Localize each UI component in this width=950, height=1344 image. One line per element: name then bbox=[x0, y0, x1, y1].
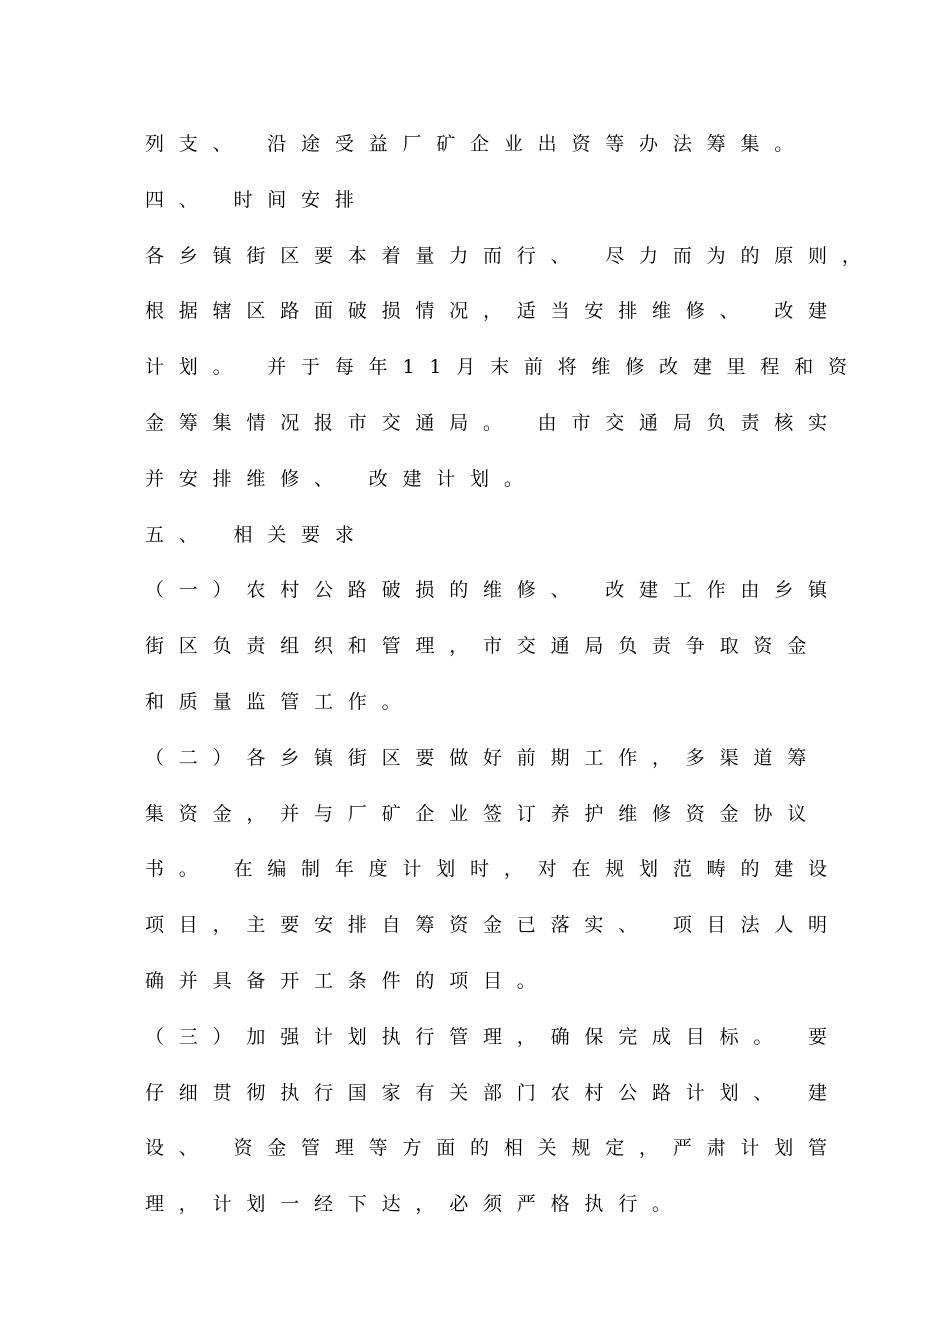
text-line-6: 金筹集情况报市交通局。 由市交通局负责核实 bbox=[145, 411, 842, 434]
text-line-4: 根据辖区路面破损情况，适当安排维修、 改建 bbox=[145, 300, 842, 323]
text-line-16: 确并具备开工条件的项目。 bbox=[145, 969, 551, 992]
text-line-12: （二）各乡镇街区要做好前期工作，多渠道筹 bbox=[145, 746, 822, 769]
text-line-5: 计划。 并于每年11月末前将维修改建里程和资 bbox=[145, 356, 862, 379]
text-line-11: 和质量监管工作。 bbox=[145, 690, 416, 713]
section-heading-time-schedule: 四、 时间安排 bbox=[145, 188, 369, 211]
text-line-14: 书。 在编制年度计划时，对在规划范畴的建设 bbox=[145, 858, 842, 881]
text-line-1: 列支、 沿途受益厂矿企业出资等办法筹集。 bbox=[145, 133, 809, 155]
text-line-19: 设、 资金管理等方面的相关规定，严肃计划管 bbox=[145, 1137, 842, 1160]
text-line-13: 集资金，并与厂矿企业签订养护维修资金协议 bbox=[145, 802, 822, 825]
text-line-3: 各乡镇街区要本着量力而行、 尽力而为的原则， bbox=[145, 244, 876, 267]
text-line-18: 仔细贯彻执行国家有关部门农村公路计划、 建 bbox=[145, 1081, 842, 1104]
text-line-15: 项目，主要安排自筹资金已落实、 项目法人明 bbox=[145, 914, 842, 937]
text-line-7: 并安排维修、 改建计划。 bbox=[145, 467, 538, 490]
text-line-17: （三）加强计划执行管理，确保完成目标。 要 bbox=[145, 1025, 842, 1048]
section-heading-requirements: 五、 相关要求 bbox=[145, 523, 369, 546]
body-text bbox=[145, 117, 876, 1233]
text-line-20: 理，计划一经下达，必须严格执行。 bbox=[145, 1193, 686, 1216]
text-line-9: （一）农村公路破损的维修、 改建工作由乡镇 bbox=[145, 579, 842, 602]
text-line-10: 街区负责组织和管理，市交通局负责争取资金 bbox=[145, 635, 822, 658]
